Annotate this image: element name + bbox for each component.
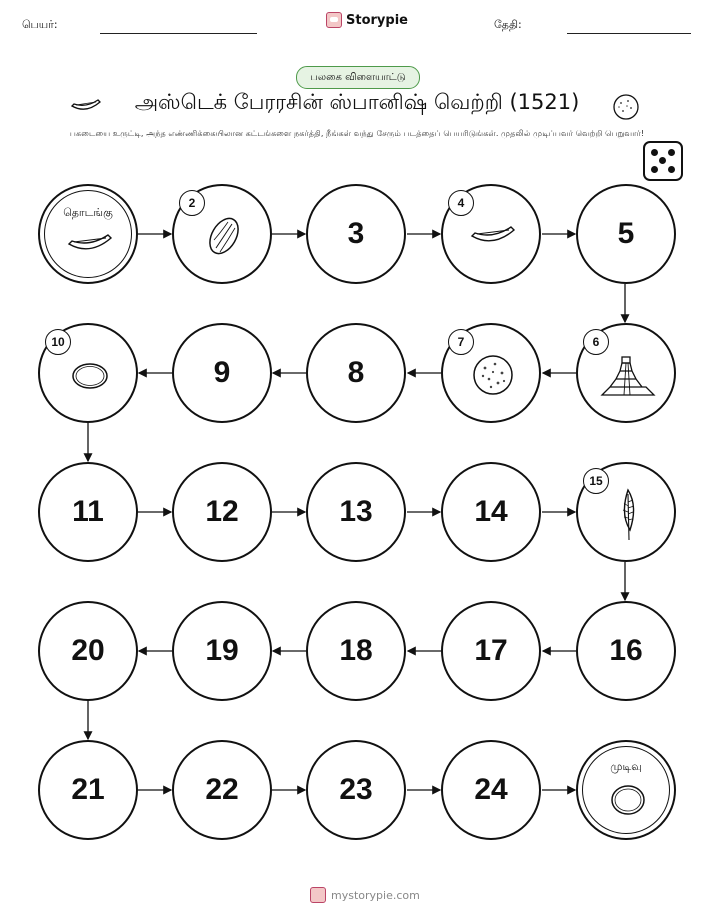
cell-13[interactable] bbox=[306, 462, 406, 562]
start-label: தொடங்கு bbox=[63, 206, 113, 219]
finish-cell[interactable] bbox=[576, 740, 676, 840]
cell-badge: 15 bbox=[583, 468, 609, 494]
cell-badge: 7 bbox=[448, 329, 474, 355]
cell-21[interactable] bbox=[38, 740, 138, 840]
brand-name: Storypie bbox=[346, 12, 408, 28]
cell-number: 23 bbox=[339, 773, 373, 806]
name-label: பெயர்: bbox=[22, 18, 58, 31]
cell-number: 16 bbox=[609, 634, 643, 667]
cell-badge: 10 bbox=[45, 329, 71, 355]
canoe-icon bbox=[469, 222, 517, 248]
cell-number: 12 bbox=[205, 495, 239, 528]
footer-url[interactable]: mystorypie.com bbox=[331, 888, 420, 902]
pyramid-icon bbox=[600, 353, 656, 397]
cell-number: 11 bbox=[72, 495, 104, 528]
cell-3[interactable] bbox=[306, 184, 406, 284]
cell-17[interactable] bbox=[441, 601, 541, 701]
cell-number: 17 bbox=[474, 634, 508, 667]
cell-badge: 6 bbox=[583, 329, 609, 355]
cell-9[interactable] bbox=[172, 323, 272, 423]
page-title: அஸ்டெக் பேரரசின் ஸ்பானிஷ் வெற்றி (1521) bbox=[134, 90, 580, 114]
cell-number: 20 bbox=[71, 634, 105, 667]
cell-20[interactable] bbox=[38, 601, 138, 701]
start-cell[interactable] bbox=[38, 184, 138, 284]
cell-badge: 2 bbox=[179, 190, 205, 216]
cell-19[interactable] bbox=[172, 601, 272, 701]
cell-14[interactable] bbox=[441, 462, 541, 562]
cell-18[interactable] bbox=[306, 601, 406, 701]
coin-icon bbox=[608, 782, 648, 818]
cell-22[interactable] bbox=[172, 740, 272, 840]
cell-24[interactable] bbox=[441, 740, 541, 840]
cell-number: 9 bbox=[213, 356, 231, 389]
cell-number: 14 bbox=[474, 495, 508, 528]
cell-12[interactable] bbox=[172, 462, 272, 562]
cell-11[interactable] bbox=[38, 462, 138, 562]
cell-8[interactable] bbox=[306, 323, 406, 423]
instructions: பகடையை உருட்டி, அந்த எண்ணிக்கையிலான கட்டங்களை நகர்த்தி, நீங்கள் வந்து சேரும் படத்தைப் பெயரிடுங்கள். முதலில் முடிப்பவர் வெற்றி பெறுவார்! bbox=[69, 128, 645, 138]
cell-number: 5 bbox=[617, 217, 635, 250]
storypie-logo-icon bbox=[310, 887, 326, 903]
footer bbox=[310, 887, 420, 903]
tortilla-icon bbox=[471, 353, 515, 397]
cell-number: 18 bbox=[339, 634, 373, 667]
coin-icon bbox=[68, 361, 112, 391]
cell-number: 8 bbox=[347, 356, 365, 389]
feather-icon bbox=[616, 488, 640, 542]
cacao-bean-icon bbox=[204, 214, 244, 258]
finish-label: முடிவு bbox=[610, 760, 642, 773]
cell-number: 21 bbox=[71, 773, 105, 806]
cell-number: 3 bbox=[347, 217, 365, 250]
cell-number: 13 bbox=[339, 495, 373, 528]
board-game-tag: பலகை விளையாட்டு bbox=[296, 66, 420, 89]
cell-number: 19 bbox=[205, 634, 239, 667]
date-label: தேதி: bbox=[494, 18, 522, 31]
cell-5[interactable] bbox=[576, 184, 676, 284]
canoe-icon bbox=[66, 230, 114, 256]
cell-number: 24 bbox=[474, 773, 508, 806]
cell-badge: 4 bbox=[448, 190, 474, 216]
cell-16[interactable] bbox=[576, 601, 676, 701]
cell-23[interactable] bbox=[306, 740, 406, 840]
cell-number: 22 bbox=[205, 773, 239, 806]
